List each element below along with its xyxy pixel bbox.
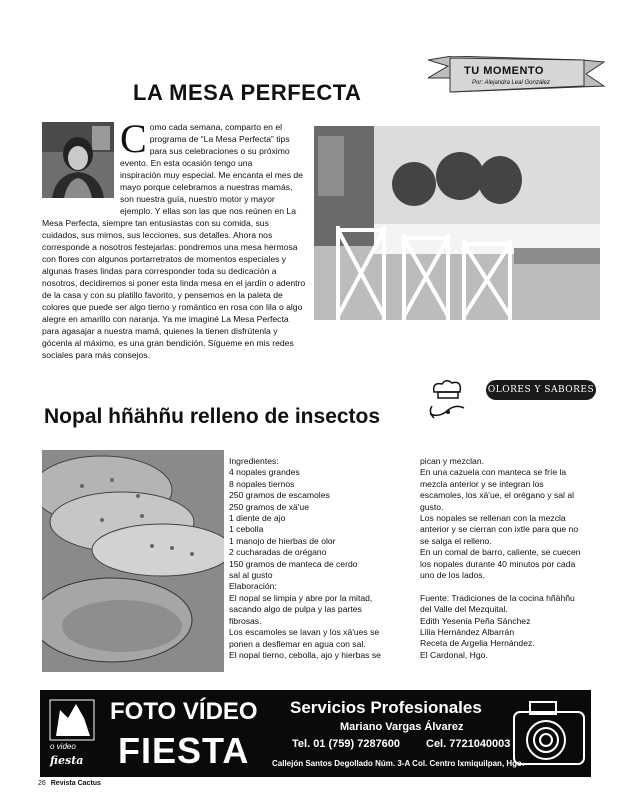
magazine-name: Revista Cactus xyxy=(50,780,101,787)
text-line: Ingredientes: xyxy=(229,456,279,466)
text-line: son nuestra guía, nuestro motor y mayor xyxy=(120,194,275,204)
ad-cell: Cel. 7721040003 xyxy=(426,738,511,750)
text-line: escamoles, los xä'ue, el orégano y sal al xyxy=(420,490,575,501)
ad-services: Servicios Profesionales xyxy=(290,698,482,717)
text-line: del Valle del Mezquital. xyxy=(420,604,508,615)
portrait-image xyxy=(42,122,114,198)
article-body-mid xyxy=(120,169,306,217)
page-number: 26 xyxy=(38,780,46,787)
nopal-photo xyxy=(42,450,224,672)
text-line: se salga el relleno. xyxy=(420,535,492,546)
spacer xyxy=(420,581,581,592)
text-line: 1 manojo de hierbas de olor xyxy=(229,535,336,546)
text-line: 250 gramos de escamoles xyxy=(229,490,330,501)
text-line: 250 gramos de xä'ue xyxy=(229,501,309,512)
ad-contact-name: Mariano Vargas Álvarez xyxy=(340,721,464,733)
chef-hat-icon xyxy=(426,378,468,422)
table-image xyxy=(314,126,600,320)
text-line: Los nopales se rellenan con la mezcla xyxy=(420,513,566,524)
text-line: Edith Yesenia Peña Sánchez xyxy=(420,615,531,626)
text-line: El Cardonal, Hgo. xyxy=(420,649,488,660)
text-line: Receta de Argelia Hernández. xyxy=(420,638,535,649)
recipe-title: Nopal hñähñu relleno de insectos xyxy=(44,405,381,428)
text-line: nosotros, decidiremos si poner esta linda mesa en el jardín o adentro xyxy=(42,278,306,288)
ad-banner xyxy=(40,690,591,777)
text-line: Los escamoles se lavan y los xä'ues se xyxy=(229,627,380,638)
text-line: omo cada semana, comparto en el xyxy=(149,122,283,132)
text-line: 2 cucharadas de orégano xyxy=(229,547,327,558)
text-line: colores que puede ser algo tierno y romántico en rosa con lila o algo xyxy=(42,302,303,312)
section-author: Por: Alejandra Leal González xyxy=(472,80,550,86)
text-line: El nopal tierno, cebolla, ajo y hierbas se xyxy=(229,649,381,660)
text-line: 8 nopales tiernos xyxy=(229,478,295,489)
text-line: mezcla anterior y se integran los xyxy=(420,478,544,489)
nopal-image xyxy=(42,450,224,672)
text-line: cuidados, sus mimos, sus lecciones, sus detalles. Ahora nos xyxy=(42,230,273,240)
text-line: En un comal de barro, caliente, se cuecen xyxy=(420,547,581,558)
ad-logo-small: o video xyxy=(50,742,76,751)
table-photo xyxy=(314,126,600,320)
drop-cap: C xyxy=(120,116,147,161)
recipe-column-2 xyxy=(420,456,581,661)
text-line: gócenla al máximo, es una gran bendición. Sígueme en mis redes xyxy=(42,338,294,348)
text-line: pican y mezclan. xyxy=(420,456,485,466)
recipe-column-1 xyxy=(229,456,381,661)
text-line: alegre en amarillo con naranja. Ya me imaginé La Mesa Perfecta xyxy=(42,314,289,324)
article-body-bottom xyxy=(42,217,306,361)
text-line: 1 cebolla xyxy=(229,524,264,535)
section-ribbon xyxy=(428,56,606,96)
article-body-top xyxy=(120,116,306,169)
text-line: El nopal se limpia y abre por la mitad, xyxy=(229,592,373,603)
text-line: algunas frases lindas para corresponder toda su dedicación a xyxy=(42,266,277,276)
ad-phone: Tel. 01 (759) 7287600 xyxy=(292,738,401,750)
author-photo xyxy=(42,122,114,198)
article-title: LA MESA PERFECTA xyxy=(133,80,362,105)
chef-illustration xyxy=(426,378,468,422)
text-line: anterior y se cierran con ixtle para que no xyxy=(420,524,579,535)
ad-headline-2: FIESTA xyxy=(118,730,250,771)
text-line: Lilia Hernández Albarrán xyxy=(420,627,515,638)
ad-logo-script: fiesta xyxy=(50,754,84,767)
text-line: Elaboración: xyxy=(229,581,277,592)
ad-headline-1: FOTO VÍDEO xyxy=(110,698,258,725)
text-line: fibrosas. xyxy=(229,615,262,626)
text-line: sacando algo de pulpa y las partes xyxy=(229,604,362,615)
ad-address: Callejón Santos Degollado Núm. 3-A Col. Centro Ixmiquilpan, Hgo. xyxy=(272,759,525,768)
text-line: corresponde a nosotros festejarlas: pondremos una mesa hermosa xyxy=(42,242,298,252)
text-line: inspiración muy especial. Me encanta el mes de xyxy=(120,170,303,180)
text-line: para sus celebraciones o su próximo xyxy=(149,146,290,156)
text-line: con flores con algunos portarretratos de momentos especiales y xyxy=(42,254,287,264)
text-line: los nopales durante 40 minutos por cada xyxy=(420,558,576,569)
text-line: sociales para más consejos. xyxy=(42,350,150,360)
text-line: uno de los lados. xyxy=(420,570,485,581)
text-line: Mesa Perfecta, siempre tan entusiastas con su comida, sus xyxy=(42,218,269,228)
text-line: 1 diente de ajo xyxy=(229,513,286,524)
text-line: 4 nopales grandes xyxy=(229,467,300,478)
text-line: ejemplo. Y ellas son las que nos reúnen en La xyxy=(120,206,296,216)
text-line: programa de “La Mesa Perfecta” tips xyxy=(149,134,290,144)
section-title: TU MOMENTO xyxy=(464,65,544,77)
text-line: mayo porque celebramos a nuestras mamás, xyxy=(120,182,293,192)
text-line: 150 gramos de manteca de cerdo xyxy=(229,558,358,569)
text-line: ponen a desflemar en agua con sal. xyxy=(229,638,366,649)
text-line: de la casa y con su platillo favorito, y pensemos en la paleta de xyxy=(42,290,283,300)
text-line: gusto. xyxy=(420,501,444,512)
text-line: para agasajar a nuestra mamá, quienes la tienen disfrútenla y xyxy=(42,326,278,336)
page-footer xyxy=(38,780,101,787)
text-line: En una cazuela con manteca se fríe la xyxy=(420,467,567,478)
text-line: Fuente: Tradiciones de la cocina hñähñu xyxy=(420,592,575,603)
text-line: evento. En esta ocasión tengo una xyxy=(120,158,253,168)
text-line: sal al gusto xyxy=(229,570,273,581)
section-badge: OLORES Y SABORES xyxy=(486,380,596,400)
